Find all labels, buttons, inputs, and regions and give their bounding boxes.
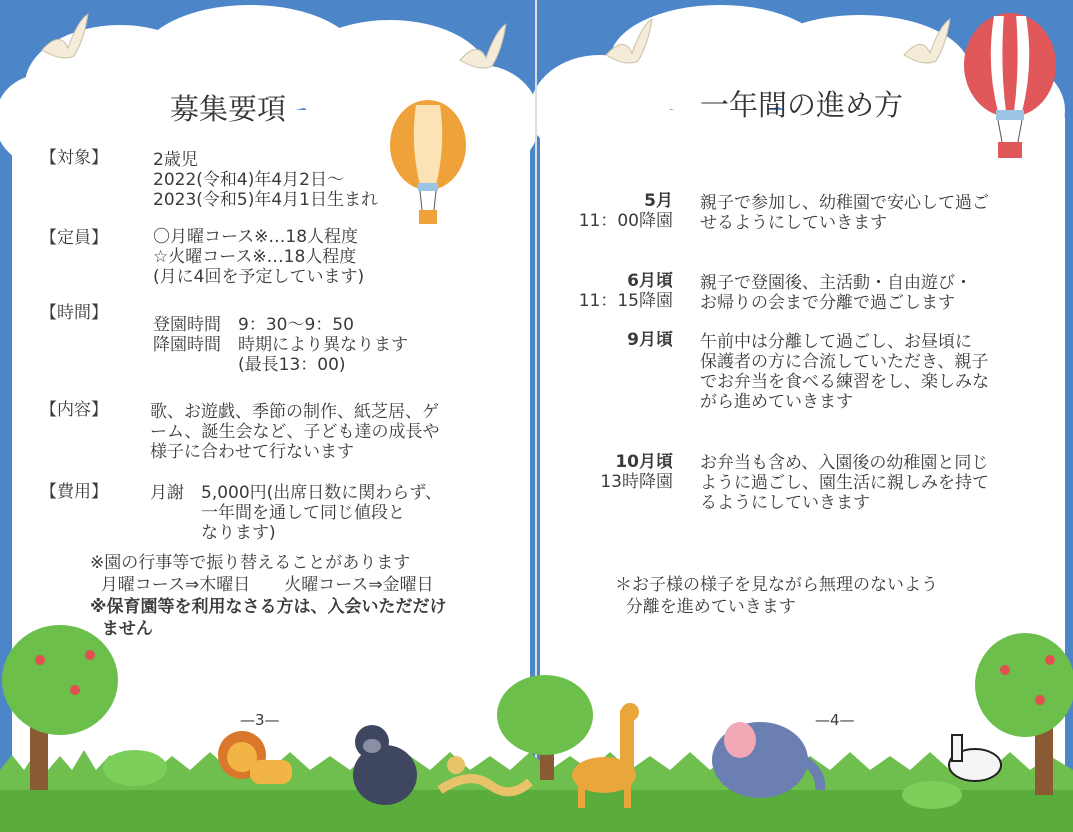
section-line: ☆火曜コース※…18人程度 [153, 247, 357, 267]
schedule-line: がら進めていきます [700, 392, 853, 412]
schedule-line: ように過ごし、園生活に親しみを持て [700, 473, 989, 493]
section-line: 2歳児 [153, 150, 198, 170]
right-page-title: 一年間の進め方 [700, 88, 904, 122]
section-label: 【費用】 [40, 482, 108, 502]
bold-note-line: ※保育園等を利用なさる方は、入会いただだけ [90, 597, 447, 617]
schedule-line: 親子で参加し、幼稚園で安心して過ご [700, 193, 989, 213]
section-line: 〇月曜コース※…18人程度 [153, 227, 359, 247]
schedule-month: 10月頃 [615, 452, 673, 472]
schedule-sub: 11：00降園 [578, 211, 673, 231]
schedule-line: でお弁当を食べる練習をし、楽しみな [700, 372, 989, 392]
left-page-title: 募集要項 [170, 92, 287, 126]
page-number-right: —4— [815, 711, 855, 729]
schedule-line: るようにしていきます [700, 493, 870, 513]
section-line: なります) [150, 523, 276, 543]
section-line: ーム、誕生会など、子ども達の成長や [150, 422, 440, 442]
section-line: 一年間を通して同じ値段と [150, 503, 405, 523]
schedule-month: 9月頃 [627, 330, 673, 350]
section-line: 降園時間 時期により異なります [153, 335, 408, 355]
schedule-line: 親子で登園後、主活動・自由遊び・ [700, 273, 972, 293]
schedule-sub: 11：15降園 [578, 291, 673, 311]
schedule-line: 午前中は分離して過ごし、お昼頃に [700, 332, 972, 352]
note-line: 月曜コース⇒木曜日 火曜コース⇒金曜日 [90, 575, 434, 595]
note-line: ※園の行事等で振り替えることがあります [90, 553, 411, 573]
section-label: 【対象】 [40, 148, 108, 168]
schedule-line: お弁当も含め、入園後の幼稚園と同じ [700, 453, 989, 473]
section-label: 【定員】 [40, 228, 108, 248]
section-line: 歌、お遊戯、季節の制作、紙芝居、ゲ [150, 402, 439, 422]
bold-note-line: ません [90, 619, 153, 639]
section-line: 登園時間 9：30～9：50 [153, 315, 354, 335]
section-label: 【時間】 [40, 303, 108, 323]
schedule-month: 5月 [644, 191, 673, 211]
right-note-line: ＊お子様の様子を見ながら無理のないよう [615, 575, 938, 595]
section-line: 2023(令和5)年4月1日生まれ [153, 190, 378, 210]
section-line: (最長13：00) [153, 355, 346, 375]
page-number-left: —3— [240, 711, 280, 729]
section-line: 様子に合わせて行ないます [150, 442, 354, 462]
section-line: (月に4回を予定しています) [153, 267, 365, 287]
schedule-line: せるようにしていきます [700, 213, 887, 233]
section-line: 2022(令和4)年4月2日～ [153, 170, 344, 190]
schedule-month: 6月頃 [627, 271, 673, 291]
section-line: 月謝 5,000円(出席日数に関わらず、 [150, 483, 442, 503]
schedule-sub: 13時降園 [600, 472, 673, 492]
section-label: 【内容】 [40, 400, 108, 420]
schedule-line: 保護者の方に合流していただき、親子 [700, 352, 989, 372]
schedule-line: お帰りの会まで分離で過ごします [700, 293, 955, 313]
right-note-line: 分離を進めていきます [615, 597, 796, 617]
